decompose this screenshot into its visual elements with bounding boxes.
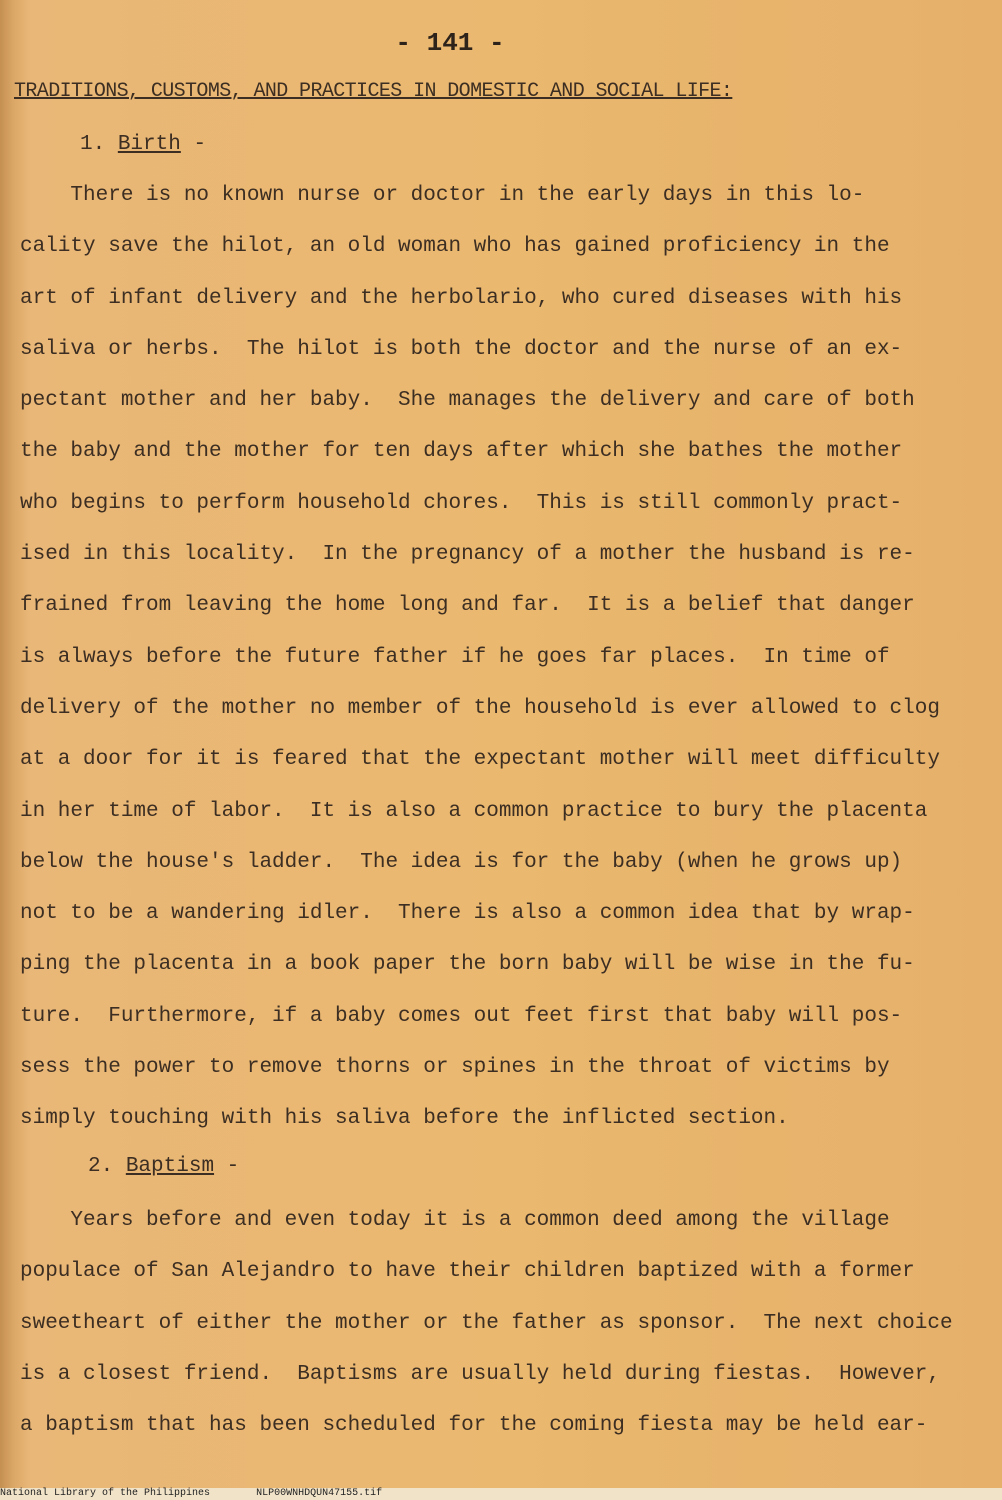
text-line: Years before and even today it is a common deed among the village [20, 1209, 890, 1232]
text-line: pectant mother and her baby. She manages the delivery and care of both [20, 389, 915, 413]
section-title-birth [80, 133, 206, 156]
text-line: the baby and the mother for ten days after which she bathes the mother [20, 440, 903, 464]
page-number: - 141 - [395, 28, 505, 58]
section-dash: - [226, 1155, 240, 1178]
text-line: who begins to perform household chores. This is still commonly pract- [20, 491, 903, 515]
text-line: at a door for it is feared that the expectant mother will meet difficulty [20, 748, 940, 772]
text-line: sess the power to remove thorns or spines in the throat of victims by [20, 1056, 890, 1080]
footer-library: National Library of the Philippines [0, 1488, 211, 1499]
text-line: not to be a wandering idler. There is also a common idea that by wrap- [20, 902, 915, 926]
text-line: below the house's ladder. The idea is for the baby (when he grows up) [20, 850, 903, 874]
text-line: a baptism that has been scheduled for the coming fiesta may be held ear- [20, 1414, 928, 1438]
section-number: 2. [88, 1155, 114, 1178]
text-line: There is no known nurse or doctor in the early days in this lo- [20, 184, 865, 207]
text-line: saliva or herbs. The hilot is both the doctor and the nurse of an ex- [20, 337, 903, 361]
text-line: ture. Furthermore, if a baby comes out feet first that baby will pos- [20, 1004, 903, 1028]
scan-footer [0, 1488, 1002, 1500]
text-line: is a closest friend. Baptisms are usually held during fiestas. However, [20, 1362, 940, 1386]
text-line: art of infant delivery and the herbolario, who cured diseases with his [20, 286, 903, 310]
text-line: in her time of labor. It is also a common practice to bury the placenta [20, 799, 928, 823]
text-line: delivery of the mother no member of the household is ever allowed to clog [20, 696, 940, 720]
text-line: sweetheart of either the mother or the father as sponsor. The next choice [20, 1311, 953, 1335]
text-line: is always before the future father if he goes far places. In time of [20, 645, 890, 669]
text-line: cality save the hilot, an old woman who has gained proficiency in the [20, 235, 890, 259]
section-title-text: Baptism [125, 1155, 215, 1178]
section-dash: - [193, 133, 207, 156]
paragraph-birth [20, 170, 960, 1145]
text-line: ised in this locality. In the pregnancy of a mother the husband is re- [20, 543, 915, 567]
text-line: simply touching with his saliva before the inflicted section. [20, 1107, 789, 1131]
section-title-text: Birth [117, 133, 181, 156]
text-line: ping the placenta in a book paper the born baby will be wise in the fu- [20, 953, 915, 977]
text-line: populace of San Alejandro to have their children baptized with a former [20, 1260, 915, 1284]
paragraph-baptism [20, 1195, 960, 1451]
section-title-baptism [88, 1155, 239, 1178]
page-heading: TRADITIONS, CUSTOMS, AND PRACTICES IN DOMESTIC AND SOCIAL LIFE: [14, 80, 733, 103]
text-line: frained from leaving the home long and far. It is a belief that danger [20, 594, 915, 618]
footer-filename: NLP00WNHDQUN47155.tif [256, 1488, 383, 1499]
section-number: 1. [80, 133, 106, 156]
